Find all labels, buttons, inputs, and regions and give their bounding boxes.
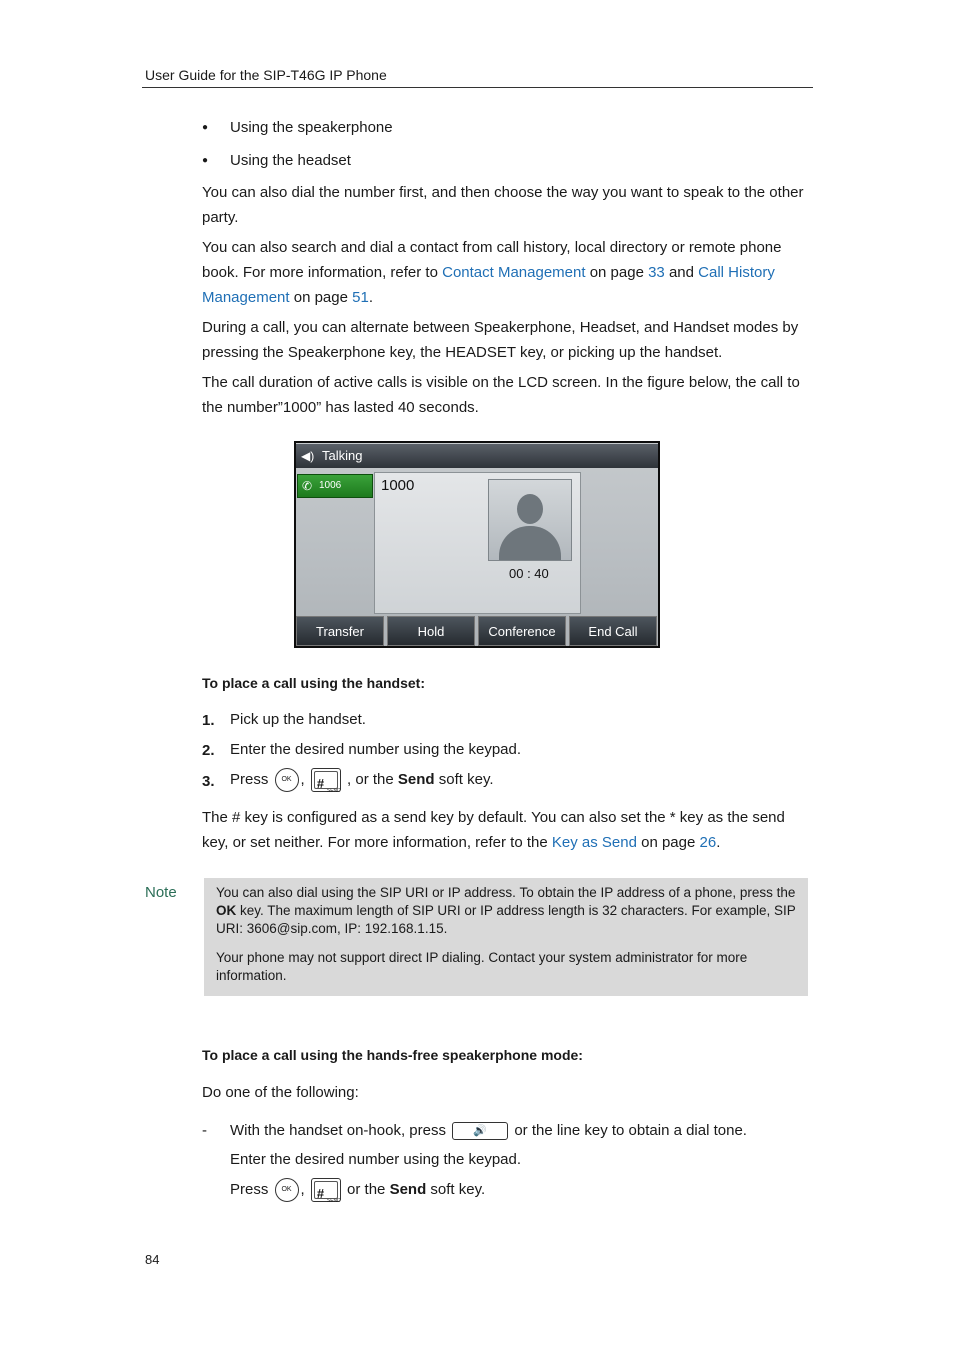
bullet-dot: ● [202,122,209,133]
send-key-icon [311,1178,341,1205]
send-glyph: SEND [326,788,341,795]
note-ok-key: OK [216,903,237,918]
hash-glyph: # [316,1186,325,1202]
note-text: You can also dial using the SIP URI or IP address. To obtain the IP address of a phone, press the [216,885,796,900]
call-panel [374,472,581,614]
softkey-hold: Hold [387,616,475,646]
step-text-part: , [300,771,305,788]
call-number: 1000 [381,477,415,494]
phone-icon: ✆ [302,479,313,493]
step-text-part: or the line key to obtain a dial tone. [514,1122,747,1139]
softkey-bar [296,616,658,646]
step-text-part: Press [230,771,269,788]
link-contact-management[interactable]: Contact Management [442,264,586,281]
note-label: Note [145,884,177,901]
ok-key-icon: OK [275,1178,299,1202]
line-key-label: 1006 [319,480,342,491]
page-number: 84 [145,1252,160,1267]
step-text-part: soft key. [430,1181,486,1198]
contact-avatar-icon [488,479,572,561]
paragraph: The call duration of active calls is visible on the LCD screen. In the figure below, the call to the number”1000” has lasted 40 seconds. [202,374,800,416]
screen-title: Talking [322,448,363,463]
header-rule [142,87,813,88]
paragraph-text: on page [636,834,700,851]
ok-key-icon: OK [275,768,299,792]
step-text-part: Press [230,1181,269,1198]
step-text: Pick up the handset. [230,711,366,728]
link-page-33[interactable]: 33 [648,264,665,281]
link-call-history-management[interactable]: Call History Management [202,264,775,306]
page-header-title: User Guide for the SIP-T46G IP Phone [145,67,387,83]
bullet-dot: ● [202,155,209,166]
paragraph-text: . [368,289,373,306]
send-softkey-label: Send [389,1181,427,1198]
paragraph: During a call, you can alternate between Speakerphone, Headset, and Handset modes by pressing the Speakerphone key, the HEADSET key, or picking up the handset. [202,319,799,361]
note-paragraph [216,884,800,938]
call-duration: 00 : 40 [509,566,549,581]
section-heading: To place a call using the hands-free speakerphone mode: [202,1047,583,1063]
step-text-part: soft key. [438,771,494,788]
line-key [297,474,373,498]
step-text [230,1177,486,1205]
step-text-part: , [300,1181,305,1198]
softkey-transfer: Transfer [296,616,384,646]
note-text: key. The maximum length of SIP URI or IP address length is 32 characters. For example, SIP URI: 3606@sip.com, IP: 192.168.1.15. [216,903,796,936]
avatar-body [499,526,561,561]
speaker-icon: ◀) [301,449,315,463]
paragraph [202,235,814,310]
paragraph: Do one of the following: [202,1084,359,1101]
phone-screen-figure [294,441,660,648]
step-number: 2. [202,742,215,759]
section-heading: To place a call using the handset: [202,675,426,691]
dash-marker: - [202,1122,207,1139]
link-page-51[interactable]: 51 [352,289,369,306]
avatar-head [517,494,543,524]
step-number: 1. [202,712,215,729]
step-text-part: With the handset on-hook, press [230,1122,446,1139]
note-box [204,878,808,996]
bullet-item: Using the headset [230,152,351,169]
softkey-end-call: End Call [569,616,657,646]
step-text-part: or the [347,1181,386,1198]
paragraph-text: You can also search and dial a contact from call history, local directory or remote phone book. For more information, refer to [202,239,782,281]
speakerphone-key-icon: 🔊 [452,1122,508,1140]
step-text [230,767,494,795]
screen-title-bar [296,444,658,468]
paragraph-text: on page [289,289,353,306]
paragraph-text: . [716,834,721,851]
step-text [230,1118,747,1143]
paragraph [202,805,814,855]
bullet-item: Using the speakerphone [230,119,393,136]
send-key-icon [311,768,341,795]
send-softkey-label: Send [397,771,435,788]
step-text: Enter the desired number using the keypad. [230,741,522,758]
note-paragraph: Your phone may not support direct IP dialing. Contact your system administrator for more information. [216,950,748,983]
paragraph-text: The # key is configured as a send key by default. You can also set the * key as the send key, or set neither. For more information, refer to the [202,809,785,851]
paragraph-text: on page [585,264,649,281]
link-key-as-send[interactable]: Key as Send [551,834,637,851]
hash-glyph: # [316,776,325,792]
link-page-26[interactable]: 26 [699,834,717,851]
step-number: 3. [202,773,215,790]
softkey-conference: Conference [478,616,566,646]
paragraph-text: and [664,264,699,281]
step-text-part: , or the [347,771,394,788]
paragraph: You can also dial the number first, and then choose the way you want to speak to the other party. [202,184,804,226]
step-text: Enter the desired number using the keypad. [230,1151,522,1168]
send-glyph: SEND [326,1198,341,1205]
